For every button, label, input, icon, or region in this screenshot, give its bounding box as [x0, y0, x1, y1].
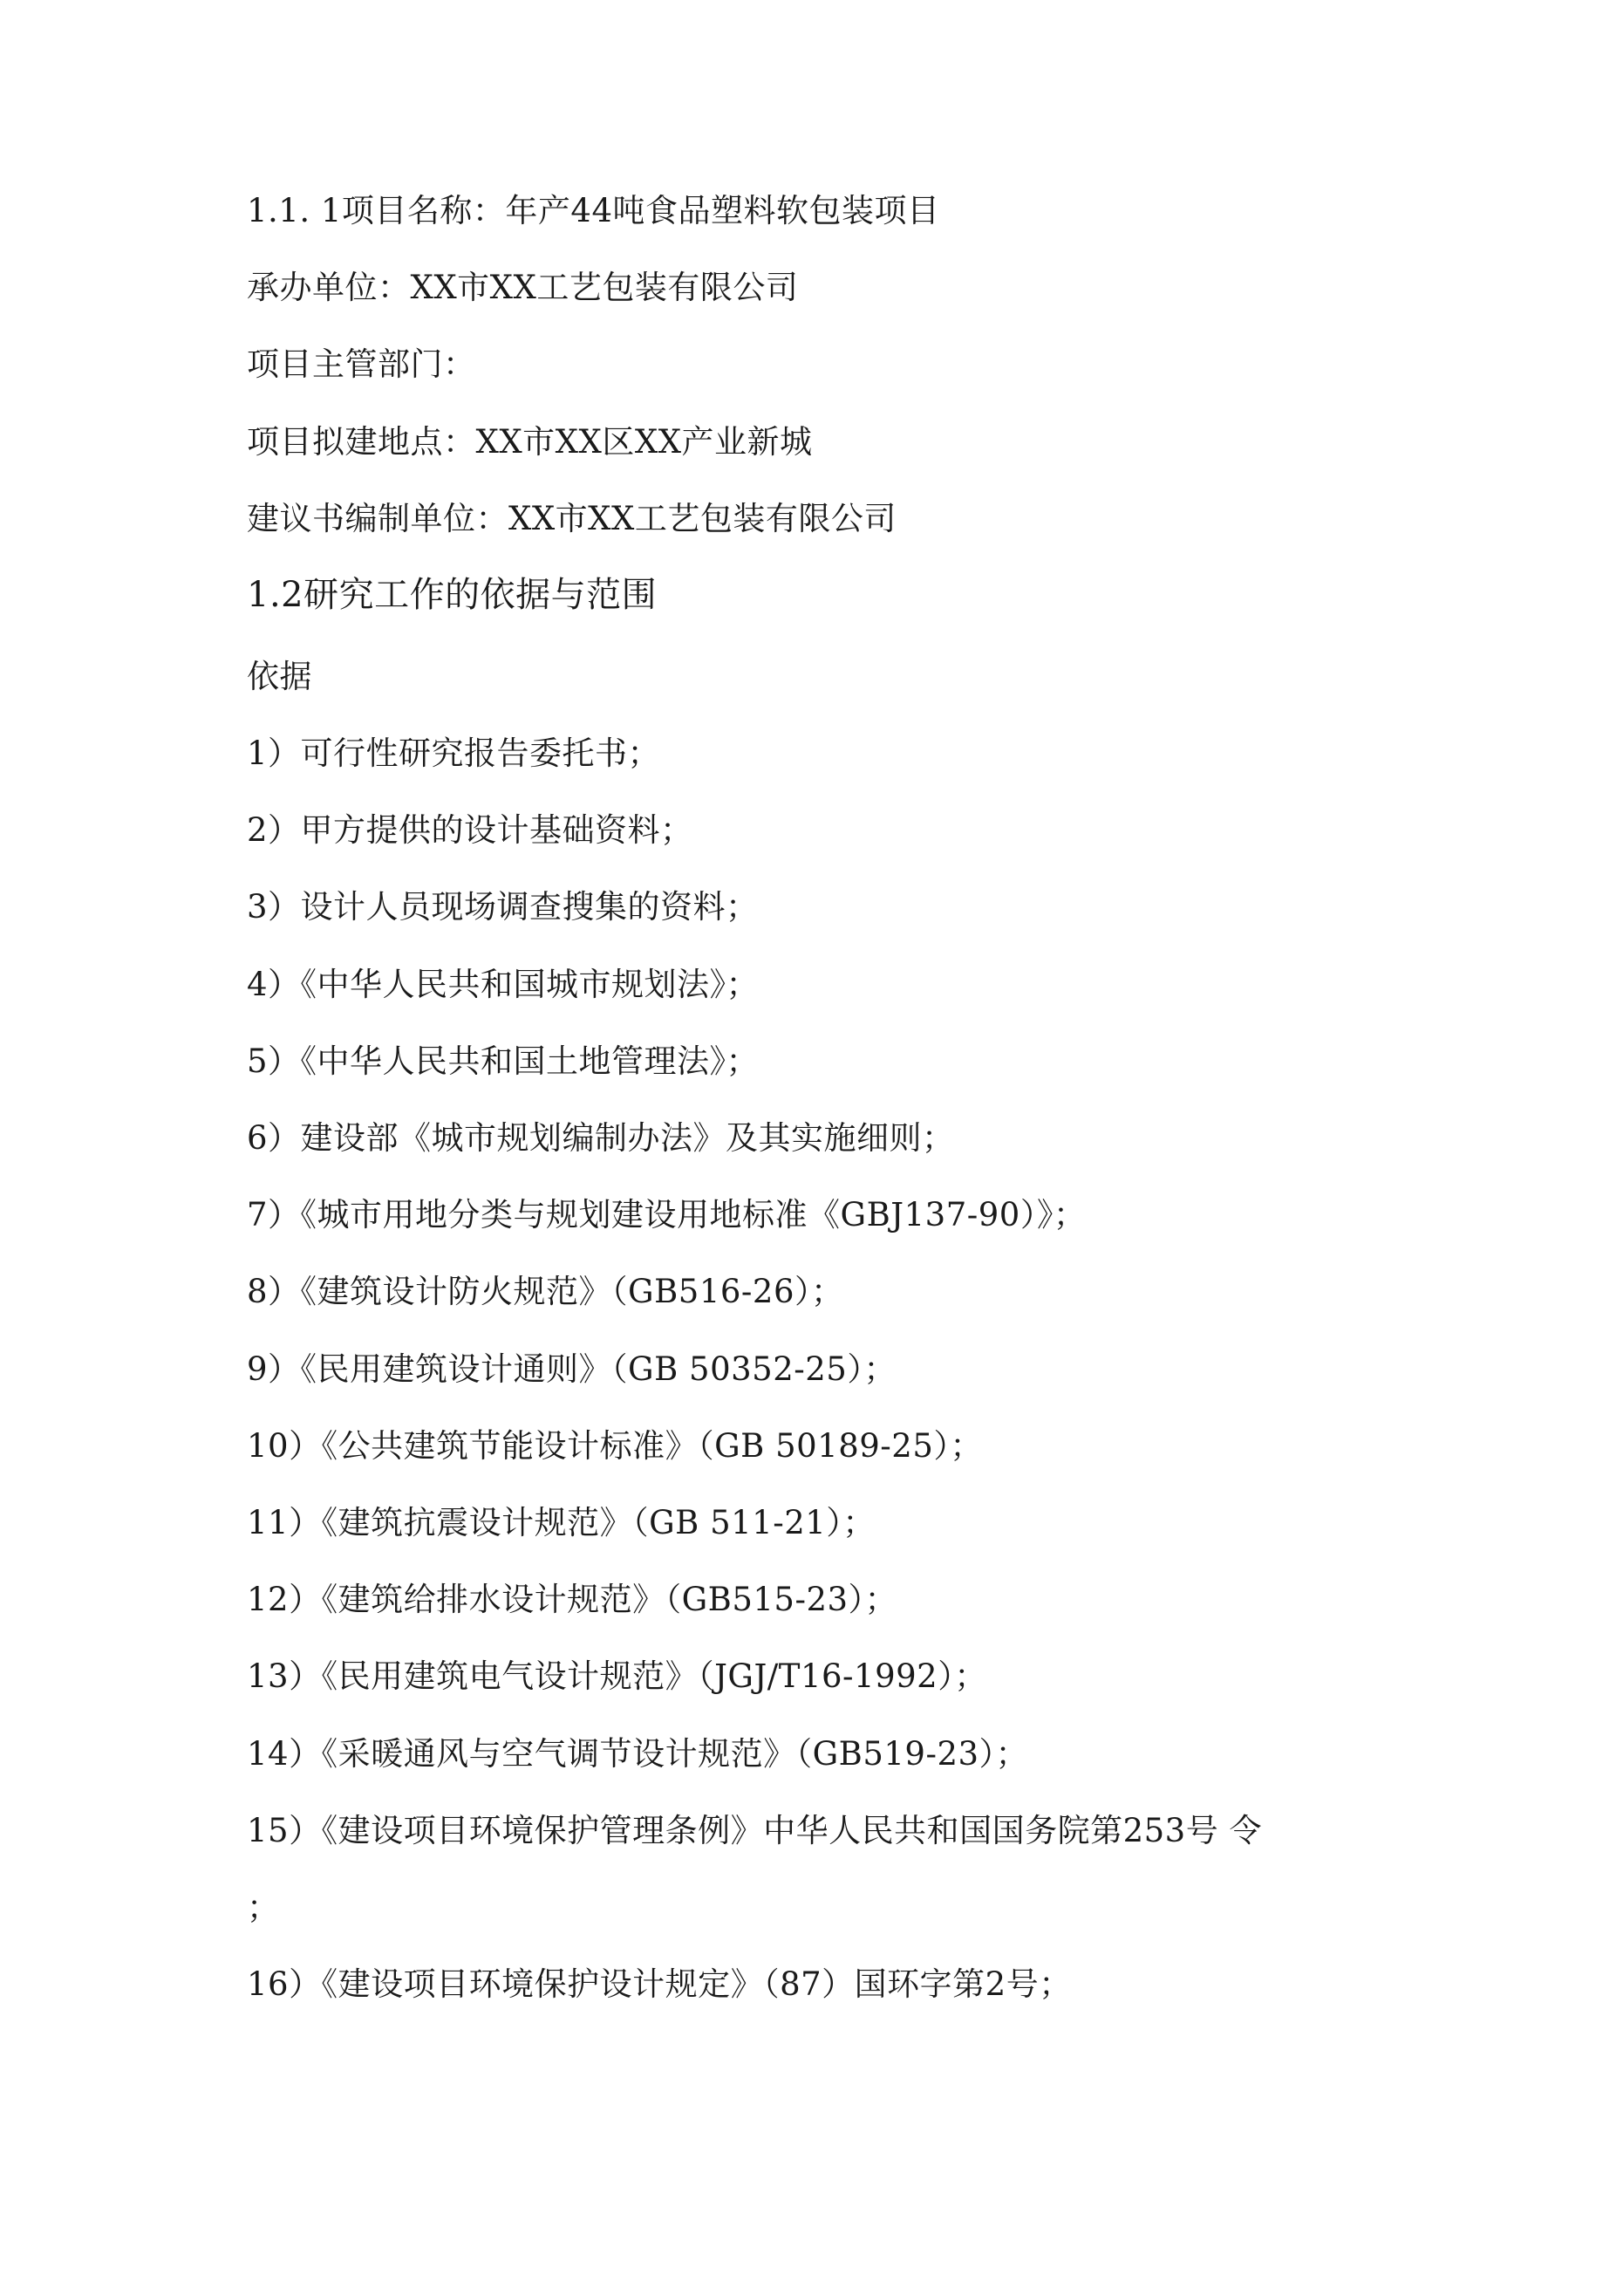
competent-dept-line: 项目主管部门：	[247, 345, 476, 383]
basis-item: 1）可行性研究报告委托书；	[247, 735, 661, 772]
basis-item: 15）《建设项目环境保护管理条例》中华人民共和国国务院第253号 令	[247, 1812, 1262, 1849]
project-name-line: 1.1. 1项目名称：年产44吨食品塑料软包装项目	[247, 192, 940, 229]
basis-item: 3）设计人员现场调查搜集的资料；	[247, 888, 759, 926]
basis-item: 8）《建筑设计防火规范》（GB516-26）；	[247, 1273, 844, 1310]
basis-item: 4）《中华人民共和国城市规划法》；	[247, 966, 760, 1003]
basis-item: 10）《公共建筑节能设计标准》（GB 50189-25）；	[247, 1427, 983, 1465]
basis-item: 13）《民用建筑电气设计规范》（JGJ/T16-1992）；	[247, 1657, 987, 1695]
basis-item: 11）《建筑抗震设计规范》（GB 511-21）；	[247, 1504, 876, 1541]
undertaking-unit-line: 承办单位：XX市XX工艺包装有限公司	[247, 269, 799, 306]
basis-item: 16）《建设项目环境保护设计规定》（87）国环字第2号；	[247, 1965, 1072, 2003]
basis-item-continuation: ；	[247, 1889, 280, 1926]
proposal-unit-line: 建议书编制单位：XX市XX工艺包装有限公司	[247, 500, 897, 537]
basis-item: 6）建设部《城市规划编制办法》及其实施细则；	[247, 1119, 955, 1157]
basis-item: 2）甲方提供的设计基础资料；	[247, 811, 693, 849]
basis-label: 依据	[247, 658, 312, 695]
basis-item: 14）《采暖通风与空气调节设计规范》（GB519-23）；	[247, 1735, 1029, 1773]
basis-item: 7）《城市用地分类与规划建设用地标准《GBJ137-90）》；	[247, 1196, 1087, 1233]
site-line: 项目拟建地点：XX市XX区XX产业新城	[247, 423, 813, 461]
basis-item: 12）《建筑给排水设计规范》（GB515-23）；	[247, 1581, 898, 1618]
basis-item: 5）《中华人民共和国土地管理法》；	[247, 1042, 760, 1080]
basis-item: 9）《民用建筑设计通则》（GB 50352-25）；	[247, 1350, 897, 1388]
section-heading-1-2: 1.2研究工作的依据与范围	[247, 575, 658, 615]
